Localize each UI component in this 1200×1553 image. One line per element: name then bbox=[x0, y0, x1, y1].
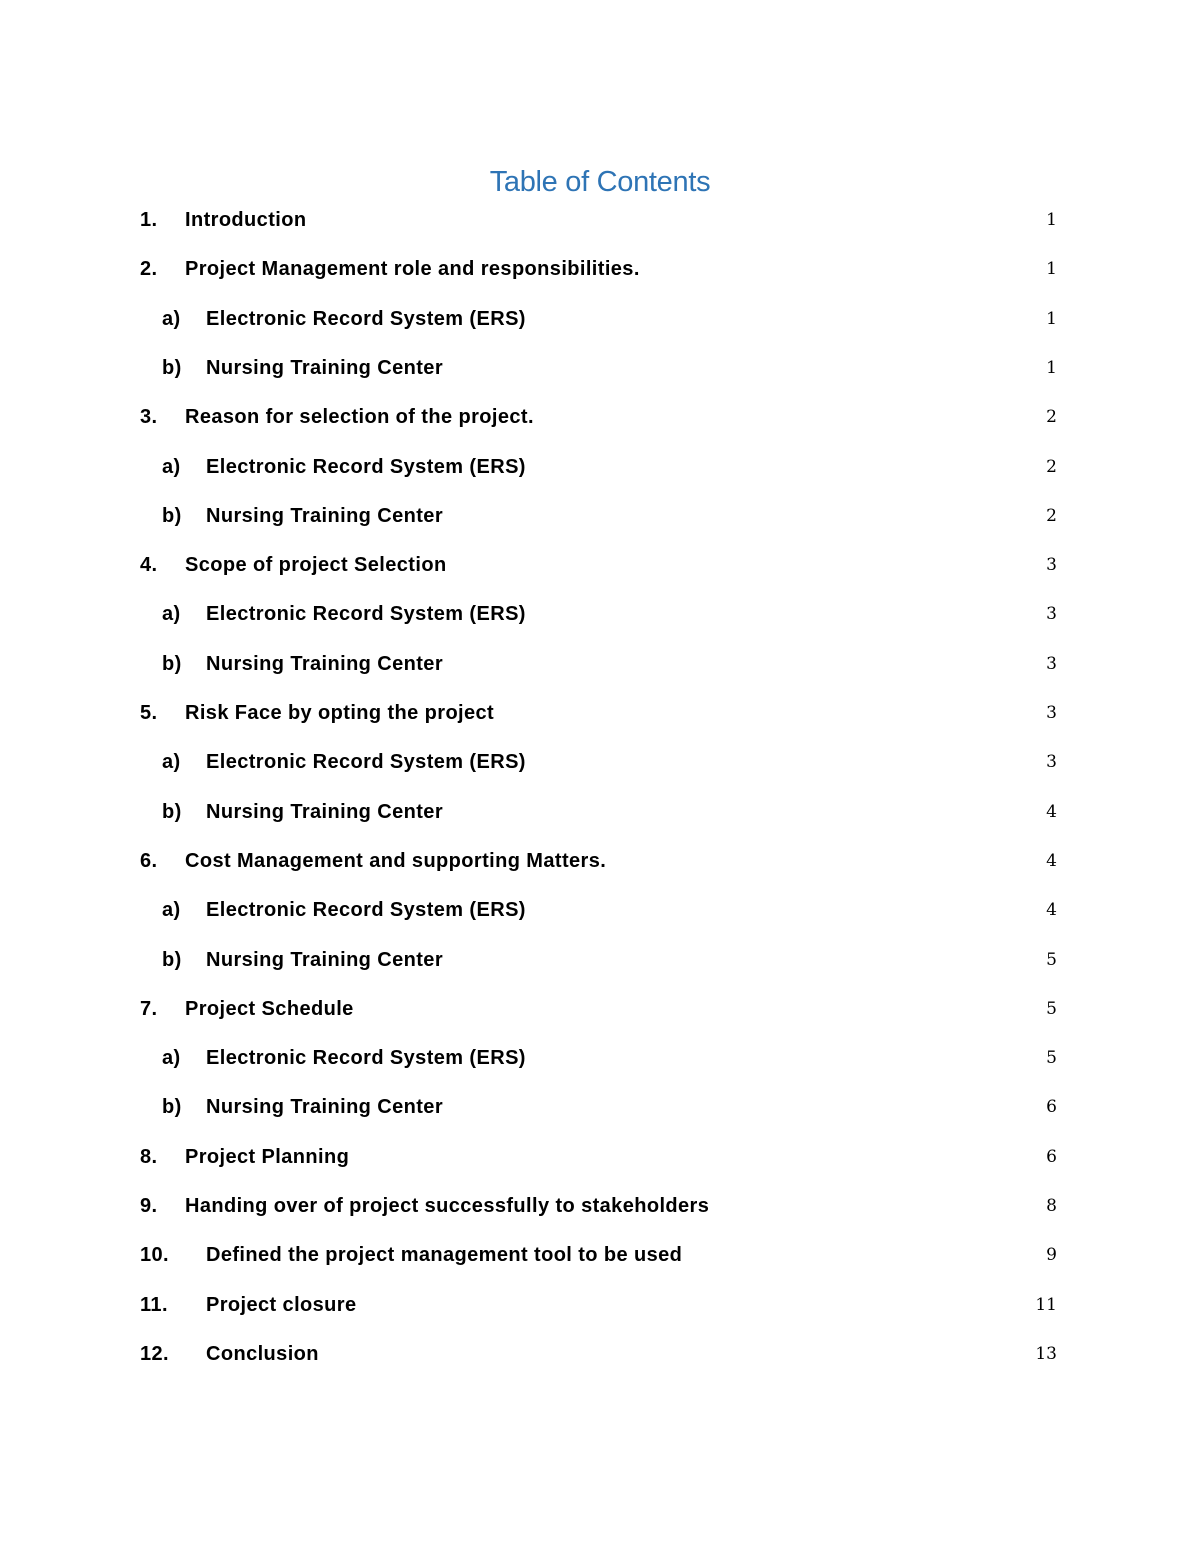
toc-entry-label[interactable]: Project closure bbox=[206, 1294, 357, 1316]
toc-entry-number: b) bbox=[162, 357, 182, 379]
toc-entry[interactable] bbox=[0, 400, 1200, 434]
toc-entry-page-number: 1 bbox=[1046, 358, 1057, 378]
toc-entry[interactable] bbox=[0, 696, 1200, 730]
toc-entry-label[interactable]: Nursing Training Center bbox=[206, 801, 444, 823]
toc-entry-number: b) bbox=[162, 653, 182, 675]
toc-entry-label[interactable]: Electronic Record System (ERS) bbox=[206, 899, 526, 921]
toc-entry[interactable] bbox=[0, 302, 1200, 336]
toc-entry-page-number: 6 bbox=[1046, 1147, 1057, 1167]
toc-entry[interactable] bbox=[0, 745, 1200, 779]
toc-title: Table of Contents bbox=[489, 166, 711, 198]
toc-entry-number: 2. bbox=[140, 258, 158, 280]
toc-entry-page-number: 5 bbox=[1046, 950, 1057, 970]
toc-entry-page-number: 2 bbox=[1046, 457, 1057, 477]
toc-entry-label[interactable]: Project Schedule bbox=[185, 998, 354, 1020]
toc-entry-number: a) bbox=[162, 456, 181, 478]
toc-entry[interactable] bbox=[0, 1140, 1200, 1174]
toc-entry-number: a) bbox=[162, 751, 181, 773]
toc-entry-number: b) bbox=[162, 505, 182, 527]
toc-entry-number: 7. bbox=[140, 998, 158, 1020]
toc-entry-page-number: 3 bbox=[1046, 555, 1057, 575]
toc-entry-number: 5. bbox=[140, 702, 158, 724]
toc-entry[interactable] bbox=[0, 351, 1200, 385]
toc-entry-label[interactable]: Nursing Training Center bbox=[206, 653, 444, 675]
toc-entry-number: 11. bbox=[140, 1294, 168, 1316]
toc-entry-number: b) bbox=[162, 801, 182, 823]
toc-entry-label[interactable]: Electronic Record System (ERS) bbox=[206, 603, 526, 625]
toc-entry-label[interactable]: Reason for selection of the project. bbox=[185, 406, 534, 428]
toc-entry-page-number: 3 bbox=[1046, 604, 1057, 624]
toc-entry[interactable] bbox=[0, 1090, 1200, 1124]
toc-entry[interactable] bbox=[0, 1288, 1200, 1322]
toc-entry-label[interactable]: Project Management role and responsibilities. bbox=[185, 258, 640, 280]
toc-entry-page-number: 9 bbox=[1046, 1245, 1057, 1265]
toc-entry-page-number: 3 bbox=[1046, 654, 1057, 674]
toc-entry-page-number: 3 bbox=[1046, 703, 1057, 723]
toc-entry-label[interactable]: Handing over of project successfully to stakeholders bbox=[185, 1195, 710, 1217]
toc-entry-label[interactable]: Risk Face by opting the project bbox=[185, 702, 495, 724]
toc-entry-page-number: 4 bbox=[1046, 900, 1057, 920]
toc-entry[interactable] bbox=[0, 647, 1200, 681]
toc-entry-page-number: 4 bbox=[1046, 851, 1057, 871]
toc-entry[interactable] bbox=[0, 450, 1200, 484]
toc-entry[interactable] bbox=[0, 1041, 1200, 1075]
toc-entry-number: a) bbox=[162, 603, 181, 625]
toc-entry-number: 1. bbox=[140, 209, 158, 231]
toc-entry-label[interactable]: Electronic Record System (ERS) bbox=[206, 308, 526, 330]
toc-entry-label[interactable]: Nursing Training Center bbox=[206, 949, 444, 971]
toc-entry[interactable] bbox=[0, 795, 1200, 829]
toc-entry-page-number: 8 bbox=[1046, 1196, 1057, 1216]
toc-entry[interactable] bbox=[0, 844, 1200, 878]
toc-entry[interactable] bbox=[0, 1238, 1200, 1272]
toc-entry-page-number: 13 bbox=[1035, 1344, 1057, 1364]
toc-entry-page-number: 5 bbox=[1046, 999, 1057, 1019]
toc-entry-label[interactable]: Cost Management and supporting Matters. bbox=[185, 850, 607, 872]
toc-entry-number: 8. bbox=[140, 1146, 158, 1168]
toc-entry-number: 3. bbox=[140, 406, 158, 428]
toc-entry-label[interactable]: Nursing Training Center bbox=[206, 357, 444, 379]
toc-entry[interactable] bbox=[0, 943, 1200, 977]
toc-entry[interactable] bbox=[0, 1189, 1200, 1223]
toc-entry-page-number: 5 bbox=[1046, 1048, 1057, 1068]
toc-entry-label[interactable]: Conclusion bbox=[206, 1343, 319, 1365]
toc-entry-number: 10. bbox=[140, 1244, 170, 1266]
toc-entry-page-number: 6 bbox=[1046, 1097, 1057, 1117]
toc-entry-page-number: 1 bbox=[1046, 210, 1057, 230]
toc-entry-label[interactable]: Electronic Record System (ERS) bbox=[206, 1047, 526, 1069]
toc-entry[interactable] bbox=[0, 893, 1200, 927]
toc-entry[interactable] bbox=[0, 252, 1200, 286]
toc-entry-label[interactable]: Project Planning bbox=[185, 1146, 350, 1168]
toc-entry-number: b) bbox=[162, 949, 182, 971]
toc-entry-label[interactable]: Defined the project management tool to be used bbox=[206, 1244, 683, 1266]
toc-entry[interactable] bbox=[0, 1337, 1200, 1371]
toc-entry-page-number: 1 bbox=[1046, 309, 1057, 329]
toc-entry[interactable] bbox=[0, 499, 1200, 533]
toc-entry-label[interactable]: Nursing Training Center bbox=[206, 505, 444, 527]
toc-entry-label[interactable]: Electronic Record System (ERS) bbox=[206, 456, 526, 478]
toc-entry[interactable] bbox=[0, 992, 1200, 1026]
toc-entry[interactable] bbox=[0, 203, 1200, 237]
toc-entry-number: a) bbox=[162, 1047, 181, 1069]
toc-entry-page-number: 3 bbox=[1046, 752, 1057, 772]
toc-entry-page-number: 2 bbox=[1046, 506, 1057, 526]
toc-entry-page-number: 11 bbox=[1035, 1295, 1057, 1315]
toc-entry[interactable] bbox=[0, 597, 1200, 631]
toc-entry-page-number: 2 bbox=[1046, 407, 1057, 427]
toc-entry-label[interactable]: Scope of project Selection bbox=[185, 554, 447, 576]
toc-entry-page-number: 4 bbox=[1046, 802, 1057, 822]
toc-entry-number: 4. bbox=[140, 554, 158, 576]
toc-entry-label[interactable]: Introduction bbox=[185, 209, 307, 231]
toc-entry[interactable] bbox=[0, 548, 1200, 582]
toc-entry-number: b) bbox=[162, 1096, 182, 1118]
toc-entry-number: a) bbox=[162, 308, 181, 330]
toc-entry-number: a) bbox=[162, 899, 181, 921]
toc-entry-label[interactable]: Electronic Record System (ERS) bbox=[206, 751, 526, 773]
toc-entry-number: 12. bbox=[140, 1343, 170, 1365]
toc-entry-number: 6. bbox=[140, 850, 158, 872]
toc-entry-label[interactable]: Nursing Training Center bbox=[206, 1096, 444, 1118]
toc-entry-page-number: 1 bbox=[1046, 259, 1057, 279]
toc-entry-number: 9. bbox=[140, 1195, 158, 1217]
